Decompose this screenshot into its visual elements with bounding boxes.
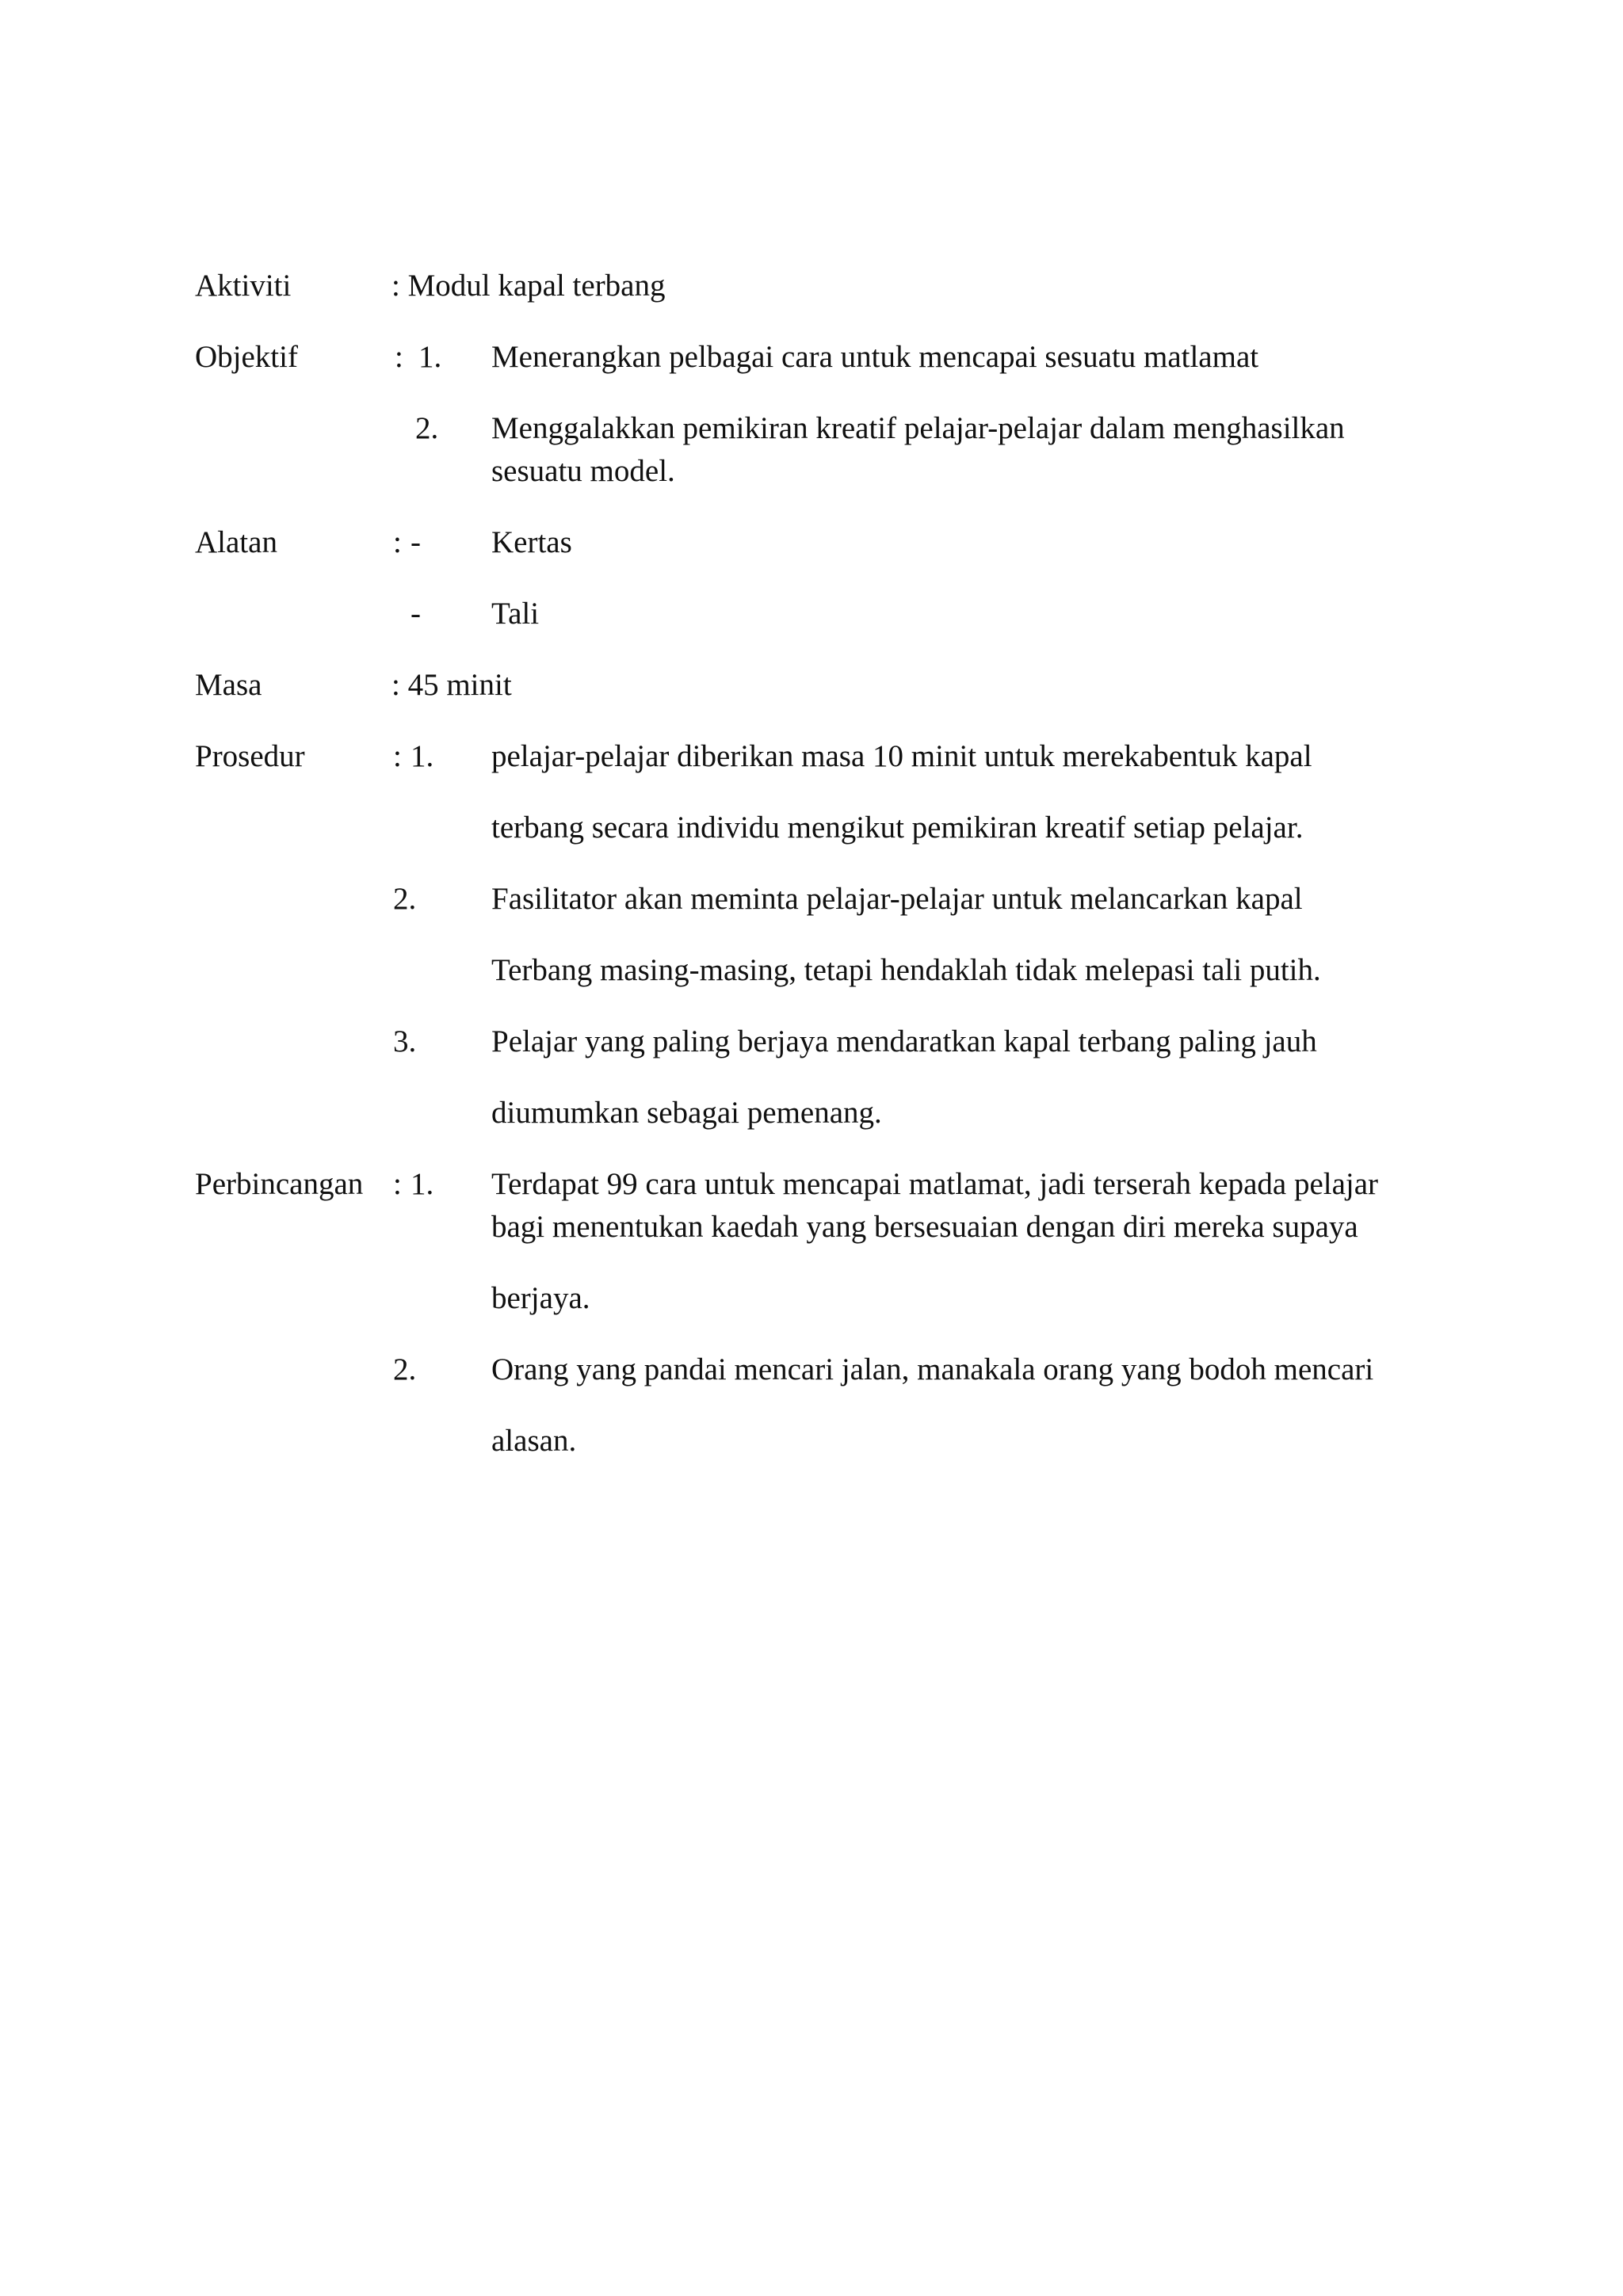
prosedur-label: Prosedur <box>195 739 305 773</box>
prosedur-colon: : <box>393 739 402 773</box>
prosedur-item-1-text-line-1: pelajar-pelajar diberikan masa 10 minit untuk merekabentuk kapal <box>491 739 1312 773</box>
perbincangan-item-2-text-line-2: alasan. <box>491 1424 577 1458</box>
perbincangan-item-2-num: 2. <box>393 1352 417 1386</box>
objektif-label: Objektif <box>195 340 298 374</box>
perbincangan-item-1-text-line-1: Terdapat 99 cara untuk mencapai matlamat, jadi terserah kepada pelajar <box>491 1167 1379 1201</box>
objektif-colon: : <box>395 340 403 374</box>
alatan-item-2-text: Tali <box>491 597 540 631</box>
prosedur-item-1-text-line-2: terbang secara individu mengikut pemikiran kreatif setiap pelajar. <box>491 810 1304 845</box>
perbincangan-item-1-text-line-3: berjaya. <box>491 1281 590 1315</box>
aktiviti-value: : Modul kapal terbang <box>391 269 666 303</box>
perbincangan-item-2-text-line-1: Orang yang pandai mencari jalan, manakala orang yang bodoh mencari <box>491 1352 1374 1386</box>
masa-value: : 45 minit <box>391 668 512 702</box>
objektif-item-2-num: 2. <box>415 411 439 445</box>
alatan-label: Alatan <box>195 525 277 559</box>
perbincangan-colon: : <box>393 1167 402 1201</box>
objektif-item-1-num: 1. <box>418 340 442 374</box>
prosedur-item-3-text-line-1: Pelajar yang paling berjaya mendaratkan kapal terbang paling jauh <box>491 1024 1317 1058</box>
alatan-colon: : <box>393 525 402 559</box>
prosedur-item-2-num: 2. <box>393 882 417 916</box>
perbincangan-item-1-num: 1. <box>411 1167 434 1201</box>
objektif-item-2-text-line-1: Menggalakkan pemikiran kreatif pelajar-pelajar dalam menghasilkan <box>491 411 1345 445</box>
alatan-item-2-dash: - <box>411 597 421 631</box>
objektif-item-1-text: Menerangkan pelbagai cara untuk mencapai sesuatu matlamat <box>491 340 1259 374</box>
prosedur-item-2-text-line-1: Fasilitator akan meminta pelajar-pelajar untuk melancarkan kapal <box>491 882 1303 916</box>
perbincangan-label: Perbincangan <box>195 1167 364 1201</box>
prosedur-item-1-num: 1. <box>411 739 434 773</box>
alatan-item-1-dash: - <box>411 525 421 559</box>
perbincangan-item-1-text-line-2: bagi menentukan kaedah yang bersesuaian dengan diri mereka supaya <box>491 1210 1358 1244</box>
prosedur-item-2-text-line-2: Terbang masing-masing, tetapi hendaklah tidak melepasi tali putih. <box>491 953 1321 987</box>
aktiviti-label: Aktiviti <box>195 269 292 303</box>
objektif-item-2-text-line-2: sesuatu model. <box>491 454 675 488</box>
masa-label: Masa <box>195 668 262 702</box>
prosedur-item-3-text-line-2: diumumkan sebagai pemenang. <box>491 1096 882 1130</box>
prosedur-item-3-num: 3. <box>393 1024 417 1058</box>
alatan-item-1-text: Kertas <box>491 525 572 559</box>
